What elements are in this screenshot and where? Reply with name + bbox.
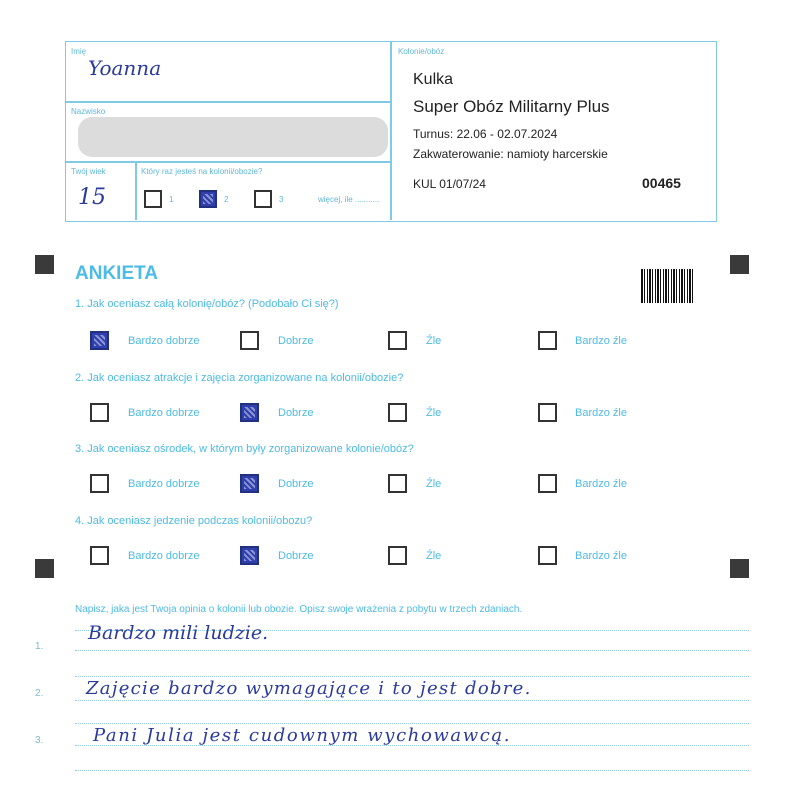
ktory-raz-checkbox-2[interactable] bbox=[199, 190, 217, 208]
header-divider-age bbox=[135, 161, 137, 220]
answer-checkbox[interactable] bbox=[538, 403, 557, 422]
dotted-line bbox=[75, 676, 749, 677]
answer-checkbox[interactable] bbox=[388, 331, 407, 350]
opinion-line-2[interactable]: Zajęcie bardzo wymagające i to jest dobre. bbox=[86, 678, 532, 699]
question-text: 1. Jak oceniasz całą kolonię/obóz? (Podobało Ci się?) bbox=[75, 298, 339, 310]
opinion-line-3[interactable]: Pani Julia jest cudownym wychowawcą. bbox=[93, 725, 512, 746]
wiek-value[interactable]: 15 bbox=[78, 185, 106, 210]
answer-checkbox[interactable] bbox=[388, 474, 407, 493]
answer-checkbox[interactable] bbox=[90, 546, 109, 565]
answer-label: Dobrze bbox=[278, 335, 314, 347]
answer-label: Źle bbox=[426, 335, 442, 347]
answer-label: Bardzo źle bbox=[575, 550, 627, 562]
turnus: Turnus: 22.06 - 02.07.2024 bbox=[413, 127, 558, 141]
registration-marker-bottom-left bbox=[35, 559, 54, 578]
answer-label: Bardzo źle bbox=[575, 335, 627, 347]
answer-checkbox[interactable] bbox=[538, 331, 557, 350]
answer-checkbox[interactable] bbox=[240, 331, 259, 350]
ktory-raz-checkbox-3[interactable] bbox=[254, 190, 272, 208]
answer-checkbox[interactable] bbox=[240, 474, 259, 493]
line-number-3: 3. bbox=[35, 735, 44, 746]
answer-label: Dobrze bbox=[278, 550, 314, 562]
registration-marker-top-right bbox=[730, 255, 749, 274]
dotted-line bbox=[75, 650, 749, 651]
ktory-raz-option-3: 3 bbox=[279, 195, 284, 204]
answer-label: Bardzo źle bbox=[575, 407, 627, 419]
ktory-raz-label: Który raz jesteś na kolonii/obozie? bbox=[141, 167, 263, 176]
ktory-raz-option-1: 1 bbox=[169, 195, 174, 204]
answer-label: Źle bbox=[426, 407, 442, 419]
dotted-line bbox=[75, 770, 749, 771]
answer-checkbox[interactable] bbox=[538, 474, 557, 493]
answer-checkbox[interactable] bbox=[90, 403, 109, 422]
answer-label: Bardzo dobrze bbox=[128, 335, 200, 347]
answer-checkbox[interactable] bbox=[538, 546, 557, 565]
ktory-raz-option-more: więcej, ile ........... bbox=[318, 195, 380, 204]
registration-marker-bottom-right bbox=[730, 559, 749, 578]
answer-label: Źle bbox=[426, 550, 442, 562]
camp-title: Super Obóz Militarny Plus bbox=[413, 97, 610, 116]
answer-checkbox[interactable] bbox=[90, 474, 109, 493]
answer-checkbox[interactable] bbox=[388, 403, 407, 422]
answer-label: Bardzo dobrze bbox=[128, 407, 200, 419]
header-divider-vertical bbox=[390, 42, 392, 220]
imie-value[interactable]: Yoanna bbox=[88, 56, 162, 80]
answer-label: Źle bbox=[426, 478, 442, 490]
barcode-graphic bbox=[641, 269, 695, 303]
ktory-raz-checkbox-1[interactable] bbox=[144, 190, 162, 208]
answer-label: Dobrze bbox=[278, 478, 314, 490]
line-number-2: 2. bbox=[35, 688, 44, 699]
answer-checkbox[interactable] bbox=[240, 546, 259, 565]
header-divider-1 bbox=[66, 101, 391, 103]
form-number: 00465 bbox=[642, 175, 681, 191]
question-text: 4. Jak oceniasz jedzenie podczas kolonii/obozu? bbox=[75, 515, 313, 527]
opinion-prompt: Napisz, jaka jest Twoja opinia o kolonii lub obozie. Opisz swoje wrażenia z pobytu w trzech zdaniach. bbox=[75, 604, 523, 615]
imie-label: Imię bbox=[71, 47, 87, 56]
dotted-line bbox=[75, 700, 749, 701]
answer-label: Bardzo dobrze bbox=[128, 478, 200, 490]
dotted-line bbox=[75, 723, 749, 724]
nazwisko-redacted-field[interactable] bbox=[78, 117, 388, 157]
line-number-1: 1. bbox=[35, 641, 44, 652]
question-text: 3. Jak oceniasz ośrodek, w którym były zorganizowane kolonie/obóz? bbox=[75, 443, 414, 455]
camp-code: KUL 01/07/24 bbox=[413, 177, 486, 191]
question-text: 2. Jak oceniasz atrakcje i zajęcia zorganizowane na kolonii/obozie? bbox=[75, 372, 404, 384]
camp-name: Kulka bbox=[413, 71, 454, 88]
opinion-line-1[interactable]: Bardzo mili ludzie. bbox=[88, 622, 269, 644]
answer-checkbox[interactable] bbox=[388, 546, 407, 565]
answer-label: Bardzo dobrze bbox=[128, 550, 200, 562]
answer-checkbox[interactable] bbox=[90, 331, 109, 350]
answer-label: Dobrze bbox=[278, 407, 314, 419]
wiek-label: Twój wiek bbox=[71, 167, 106, 176]
registration-marker-top-left bbox=[35, 255, 54, 274]
kolonie-label: Kolonie/obóz bbox=[398, 47, 445, 56]
survey-title: ANKIETA bbox=[75, 263, 159, 284]
ktory-raz-option-2: 2 bbox=[224, 195, 229, 204]
nazwisko-label: Nazwisko bbox=[71, 107, 106, 116]
header-divider-2 bbox=[66, 161, 391, 163]
answer-label: Bardzo źle bbox=[575, 478, 627, 490]
answer-checkbox[interactable] bbox=[240, 403, 259, 422]
zakwaterowanie: Zakwaterowanie: namioty harcerskie bbox=[413, 147, 608, 161]
